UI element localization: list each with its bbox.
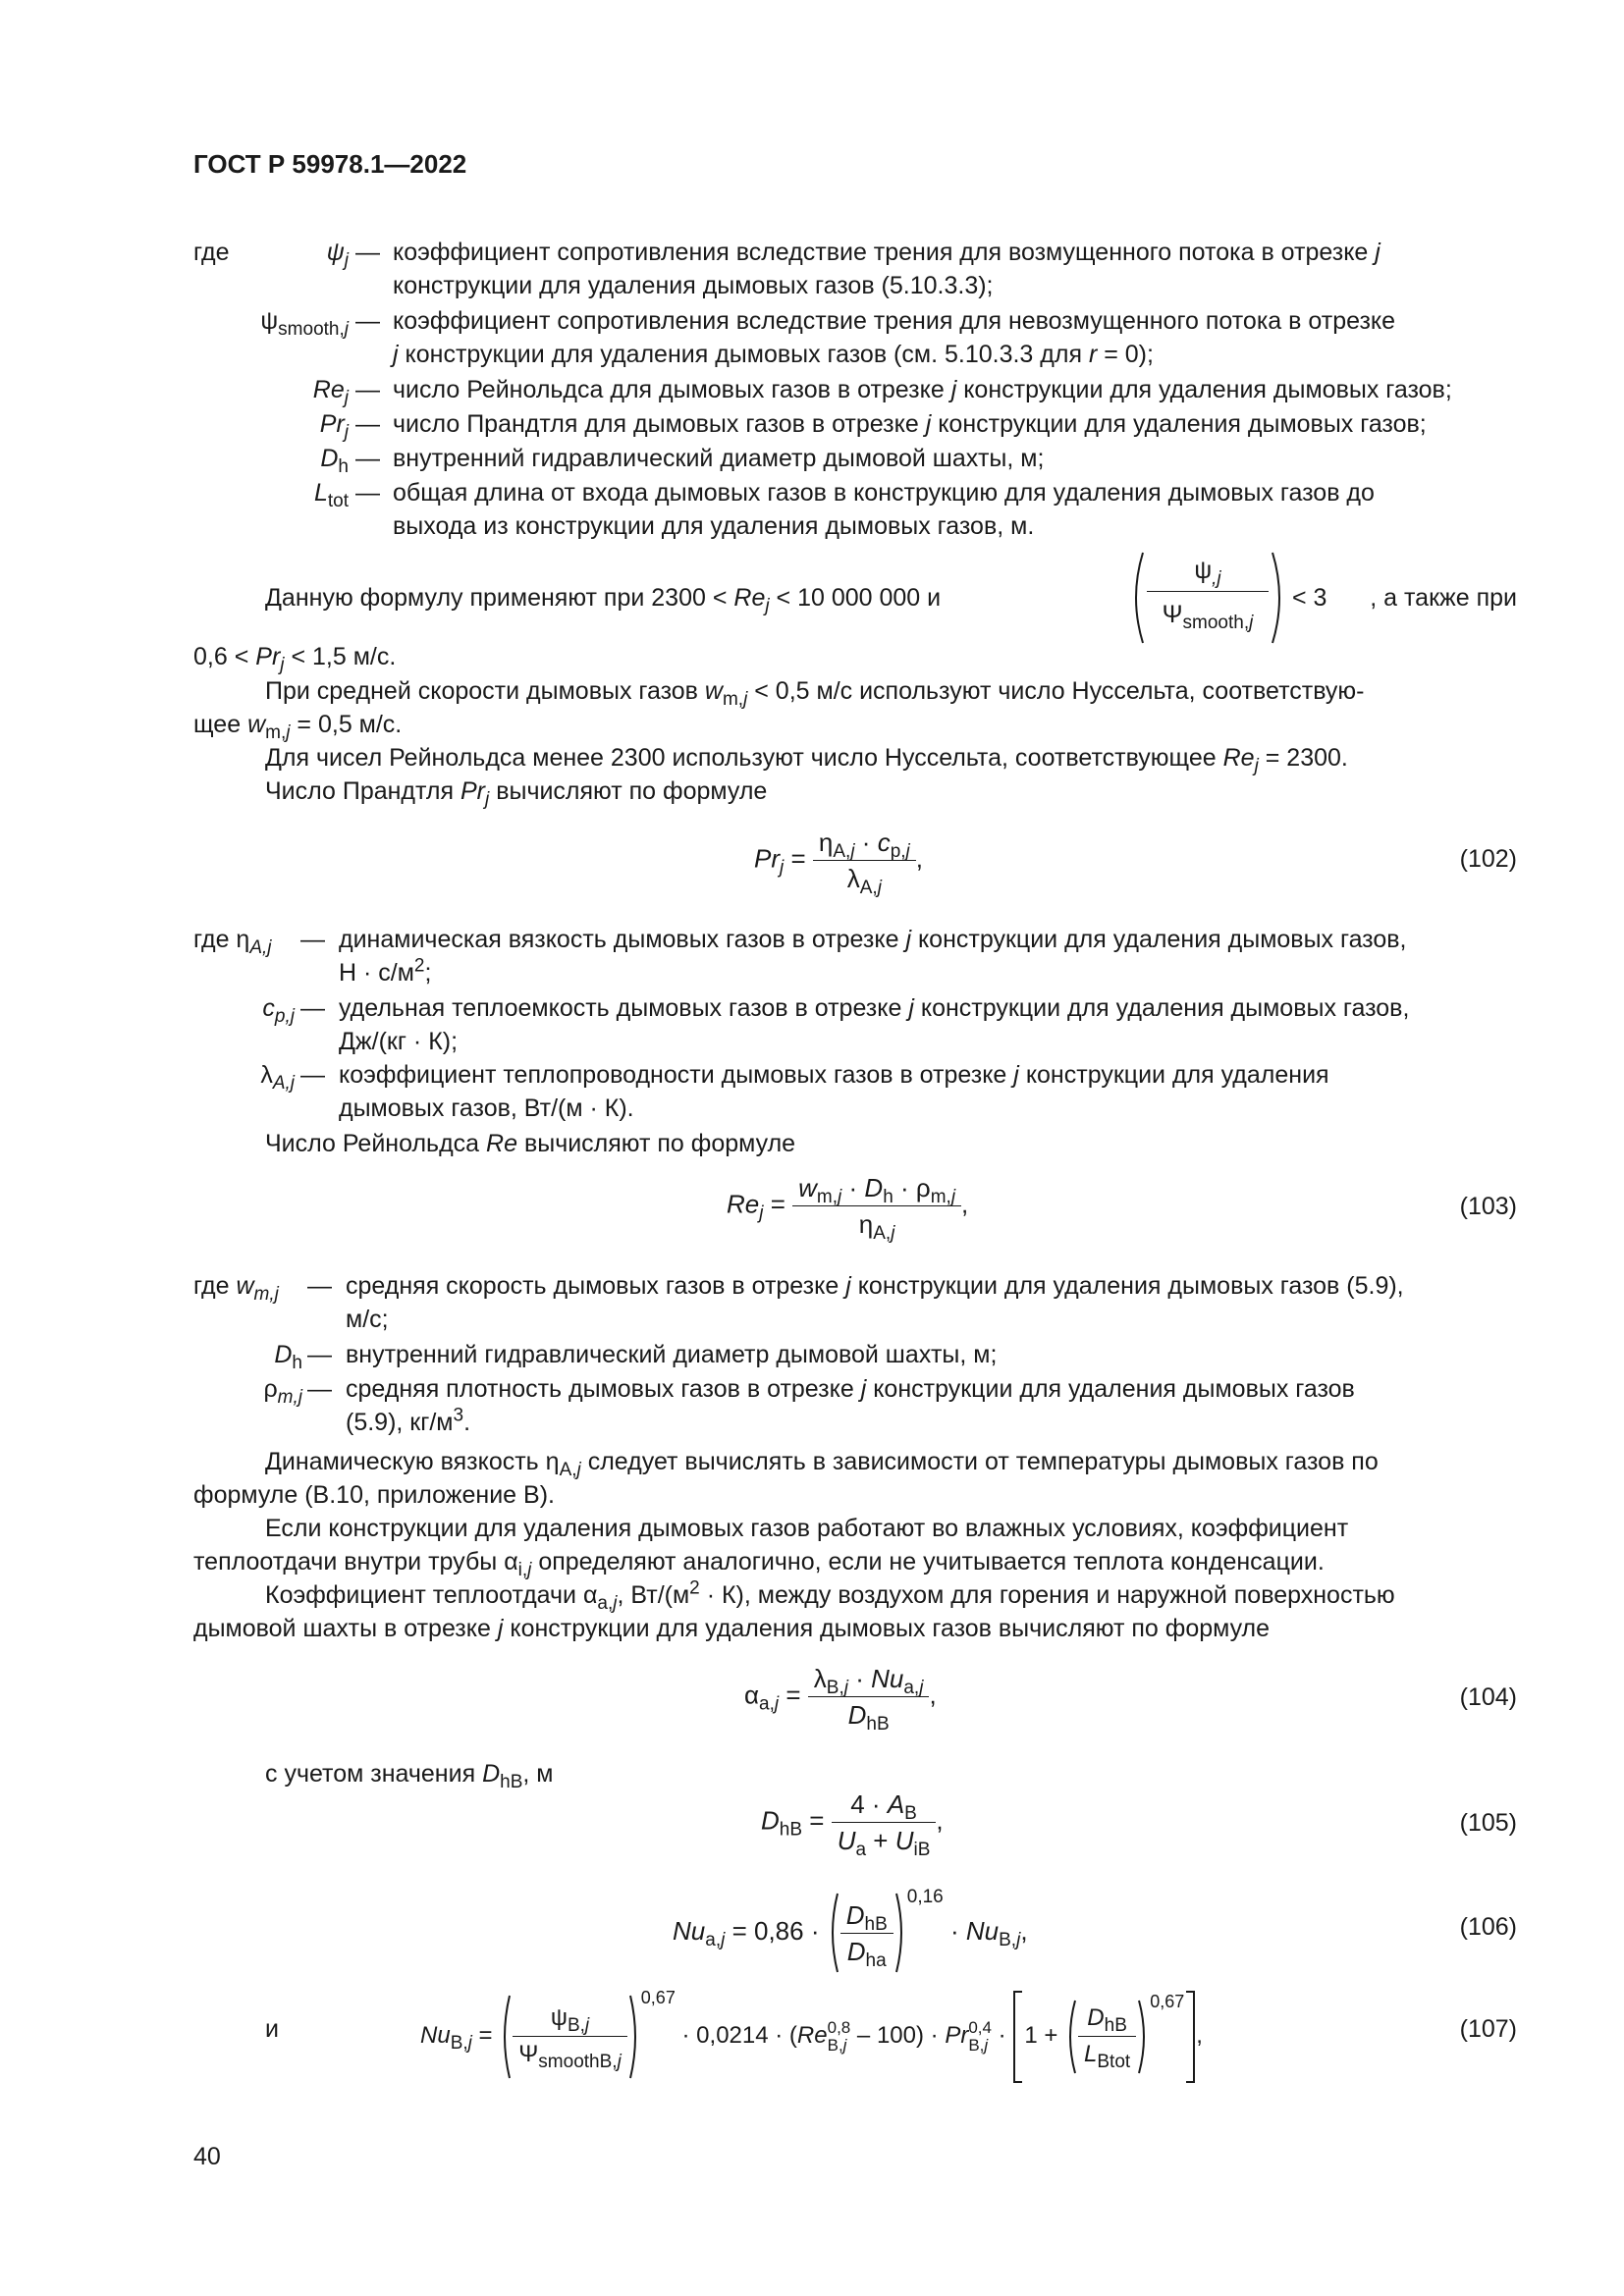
definition-dh: внутренний гидравлический диаметр дымовой шахты, м;: [346, 1341, 998, 1368]
dash: —: [355, 376, 380, 403]
definition-cp: удельная теплоемкость дымовых газов в отрезке j конструкции для удаления дымовых газов, Дж/(кг · К);: [339, 994, 1410, 1055]
equation-number-102: (102): [1459, 845, 1517, 873]
right-paren: [893, 1891, 907, 1975]
left-paren: [827, 1891, 840, 1975]
symbol-lambda: $\lambda_{A,j}$: [260, 1061, 295, 1094]
paragraph-reynolds: Число Рейнольдса Re вычисляют по формуле: [265, 1130, 796, 1157]
symbol-l-tot: $L_{tot}$: [313, 479, 349, 511]
dash: —: [355, 410, 380, 438]
paragraph-speed: При средней скорости дымовых газов $w_{m,j} < 0,5$ м/с используют число Нуссельта, соответствую- щее $w_{m,j} = 0,5$ м/с.: [193, 677, 1365, 743]
symbol-pr-j: $Pr_j$: [319, 410, 349, 443]
and-label: и: [265, 2015, 279, 2043]
page-number: 40: [193, 2143, 221, 2170]
dash: —: [355, 479, 380, 507]
dash: —: [355, 445, 380, 472]
equation-104: $\alpha_{a,j}$ = $\frac{\lambda_{B,j} \cdot Nu_{a,j}}{D_{hB}}$ ,: [744, 1661, 937, 1733]
paragraph-low-re: Для чисел Рейнольдса менее 2300 используют число Нуссельта, соответствующее $Re_j = 2300$.: [265, 744, 1348, 776]
dash: —: [355, 307, 380, 335]
definition-lambda: коэффициент теплопроводности дымовых газов в отрезке j конструкции для удаления дымовых газов, Вт/(м · К).: [339, 1061, 1329, 1122]
where-label: где $w_{m,j}$: [193, 1272, 279, 1305]
equation-106: $Nu_{a,j} = 0,86$ · $\frac{D_{hB}}{D_{ha}}$ $^{0,16} \cdot Nu_{B,j}$,: [673, 1881, 1028, 1975]
dash: —: [355, 239, 380, 266]
right-paren: [627, 1993, 641, 2081]
where-label: где: [193, 239, 230, 266]
definition-psi-smooth: коэффициент сопротивления вследствие трения для невозмущенного потока в отрезке j конструкции для удаления дымовых газов (см. 5.10.3.3 для r = 0);: [393, 307, 1396, 368]
equation-107: $Nu_{B,j}$ = $\frac{\psi_{B,j}}{\Psi_{smoothB,j}}$ $^{0,67}$ · 0,0214 · (Re 0,8 B,j – 100) · Pr 0,4 B,j · 1 + $\frac{D_{hB}}{L_{Btot}}$ $^{0,67}$,: [420, 1981, 1203, 2084]
document-header: ГОСТ Р 59978.1—2022: [193, 149, 467, 179]
equation-number-103: (103): [1459, 1193, 1517, 1220]
left-paren: [1064, 1998, 1078, 2076]
dash: —: [307, 1341, 332, 1368]
definition-re-j: число Рейнольдса для дымовых газов в отрезке j конструкции для удаления дымовых газов;: [393, 376, 1452, 403]
apply-text-line2: $0,6 < Pr_j < 1,5$ м/с.: [193, 643, 397, 675]
equation-number-107: (107): [1459, 2015, 1517, 2043]
left-paren: [1127, 550, 1147, 646]
symbol-psi-smooth: $\psi_{smooth,j}$: [260, 307, 349, 340]
apply-lt3: < 3: [1292, 584, 1327, 612]
dash: —: [307, 1375, 332, 1403]
symbol-rho: $\rho_{m,j}$: [263, 1375, 302, 1408]
equation-number-105: (105): [1459, 1809, 1517, 1837]
paragraph-wet: Если конструкции для удаления дымовых газов работают во влажных условиях, коэффициент теплоотдачи внутри трубы $\alpha_{i,j}$ определяют аналогично, если не учитывается теплота конденсации.: [193, 1515, 1349, 1580]
paragraph-dynamic-viscosity: Динамическую вязкость $\eta_{A,j}$ следует вычислять в зависимости от температуры дымовых газов по формуле (В.10, приложение В).: [193, 1448, 1379, 1509]
definition-d-h: внутренний гидравлический диаметр дымовой шахты, м;: [393, 445, 1045, 472]
right-paren: [1136, 1998, 1150, 2076]
paragraph-with: с учетом значения $D_{hB}$, м: [265, 1760, 554, 1792]
definition-w: средняя скорость дымовых газов в отрезке j конструкции для удаления дымовых газов (5.9), м/с;: [346, 1272, 1404, 1333]
paragraph-coefficient: Коэффициент теплоотдачи $\alpha_{a,j}$, $Вт/(м^2 \cdot К)$, между воздухом для горения и наружной поверхностью дымовой шахты в отрезке j конструкции для удаления дымовых газов вычисляют по формуле: [193, 1577, 1395, 1642]
where-label: где $\eta_{A,j}$: [193, 926, 272, 958]
definition-l-tot: общая длина от входа дымовых газов в конструкцию для удаления дымовых газов до выхода из конструкции для удаления дымовых газов, м.: [393, 479, 1375, 540]
definition-pr-j: число Прандтля для дымовых газов в отрезке j конструкции для удаления дымовых газов;: [393, 410, 1427, 438]
dash: —: [300, 926, 325, 953]
definition-rho: средняя плотность дымовых газов в отрезке j конструкции для удаления дымовых газов (5.9), $кг/м^3$.: [346, 1375, 1355, 1436]
apply-fraction: $\psi_{,j}$ $\Psi_{smooth,j}$: [1147, 550, 1269, 637]
equation-number-106: (106): [1459, 1913, 1517, 1941]
dash: —: [307, 1272, 332, 1300]
right-paren: [1269, 550, 1288, 646]
definition-eta: динамическая вязкость дымовых газов в отрезке j конструкции для удаления дымовых газов, $Н \cdot с/м^2$;: [339, 926, 1407, 987]
dash: —: [300, 1061, 325, 1089]
symbol-dh: $D_h$: [274, 1341, 302, 1373]
left-paren: [499, 1993, 513, 2081]
right-bracket: [1184, 1990, 1196, 2084]
symbol-psi-j: $\psi_j$: [326, 239, 349, 271]
definition-psi-j: коэффициент сопротивления вследствие трения для возмущенного потока в отрезке j конструкции для удаления дымовых газов (5.10.3.3);: [393, 239, 1380, 299]
dash: —: [300, 994, 325, 1022]
equation-102: $Pr_j$ = $\frac{\eta_{A,j} \cdot c_{p,j}}{\lambda_{A,j}}$ ,: [754, 825, 923, 896]
symbol-cp: $c_{p,j}$: [262, 994, 295, 1027]
paragraph-prandtl: Число Прандтля $Pr_j$ вычисляют по формуле: [265, 777, 768, 810]
equation-number-104: (104): [1459, 1683, 1517, 1711]
left-bracket: [1012, 1990, 1024, 2084]
apply-text-a: Данную формулу применяют при $2300 < Re_j < 10$ 000 000 и: [265, 584, 942, 616]
symbol-re-j: $Re_j$: [312, 376, 349, 408]
equation-103: $Re_j$ = $\frac{w_{m,j} \cdot D_h \cdot \rho_{m,j}}{\eta_{A,j}}$ ,: [727, 1170, 968, 1242]
symbol-d-h: $D_h$: [320, 445, 349, 477]
equation-105: $D_{hB}$ = $\frac{4 \cdot A_B}{U_a + U_{iB}}$ ,: [761, 1787, 944, 1858]
apply-text-c: , а также при: [1370, 584, 1517, 612]
